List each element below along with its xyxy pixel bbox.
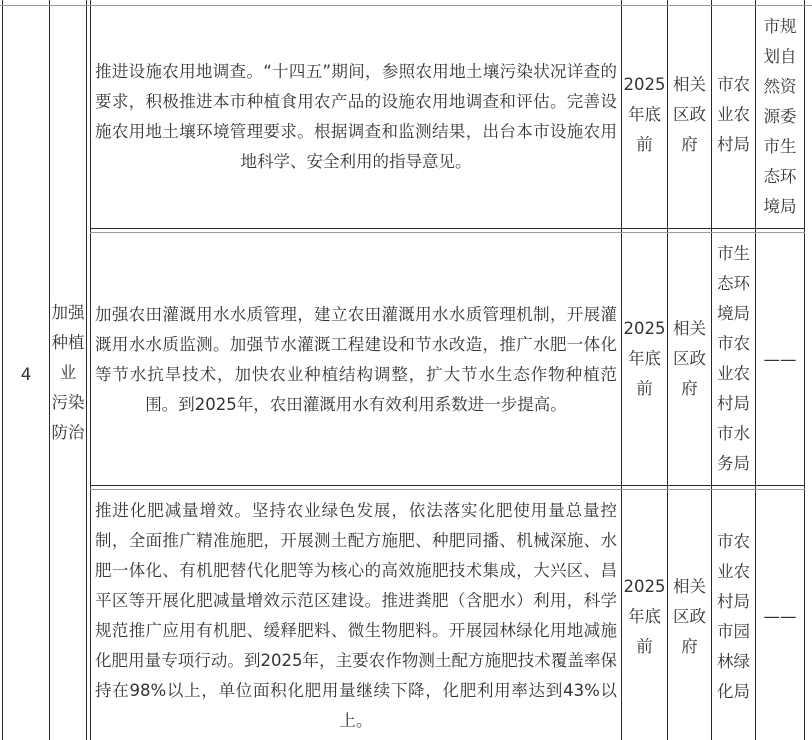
- lead-unit-cell: 相关 区政 府: [673, 75, 706, 154]
- cooperating-unit-cell: 市规 划自 然资 源委 市生 态环 境局: [763, 17, 797, 216]
- grid-line: [90, 485, 805, 486]
- cooperating-unit-cell: ——: [763, 350, 797, 369]
- task-text: 推进设施农用地调查。“十四五”期间，参照农用地土壤污染状况详查的要求，积极推进本市种植食用农产品的设施农用地调查和评估。完善设施农用地土壤环境管理要求。根据调查和监测结果，出台本市设施农用地科学、安全利用的指导意见。: [95, 62, 617, 171]
- grid-line: [90, 232, 805, 233]
- deadline-cell: 2025 年底 前: [623, 75, 666, 154]
- grid-line: [804, 0, 805, 740]
- cooperating-unit-cell: ——: [763, 607, 797, 626]
- task-cell: [91, 282, 621, 437]
- grid-line: [90, 228, 805, 229]
- grid-line: [90, 489, 805, 490]
- responsible-unit-cell: 市农 业农 村局 市园 林绿 化局: [717, 532, 750, 701]
- grid-line: [86, 0, 87, 740]
- deadline-cell: 2025 年底 前: [623, 319, 666, 398]
- grid-line: [0, 5, 812, 6]
- responsible-unit-cell: 市农 业农 村局: [717, 75, 750, 154]
- category-cell: [50, 0, 86, 740]
- responsible-unit-cell: 市生 态环 境局 市农 业农 村局 市水 务局: [717, 244, 750, 473]
- lead-unit-cell: 相关 区政 府: [673, 319, 706, 398]
- row-number: 4: [20, 365, 32, 384]
- lead-unit-cell: 相关 区政 府: [673, 577, 706, 656]
- task-text: 加强农田灌溉用水水质管理，建立农田灌溉用水水质管理机制，开展灌溉用水水质监测。加强节水灌溉工程建设和节水改造，推广水肥一体化等节水抗旱技术，加快农业种植结构调整，扩大节水生态作物种植范围。到2025年，农田灌溉用水有效利用系数进一步提高。: [95, 304, 617, 414]
- task-cell: [91, 48, 621, 186]
- task-cell: [91, 491, 621, 740]
- task-text: 推进化肥减量增效。坚持农业绿色发展，依法落实化肥使用量总量控制，全面推广精准施肥，开展测土配方施肥、种肥同播、机械深施、水肥一体化、有机肥替代化肥等为核心的高效施肥技术集成，大兴区、昌平区等开展化肥减量增效示范区建设。推进粪肥（含肥水）利用，科学规范推广应用有机肥、缓释肥料、微生物肥料。开展园林绿化用地减施化肥用量专项行动。到2025年，主要农作物测土配方施肥技术覆盖率保持在98%以上，单位面积化肥用量继续下降，化肥利用率达到43%以上。: [95, 500, 617, 730]
- deadline-cell: 2025 年底 前: [623, 577, 666, 656]
- category-label: 加强 种植 业 污染 防治: [51, 303, 85, 442]
